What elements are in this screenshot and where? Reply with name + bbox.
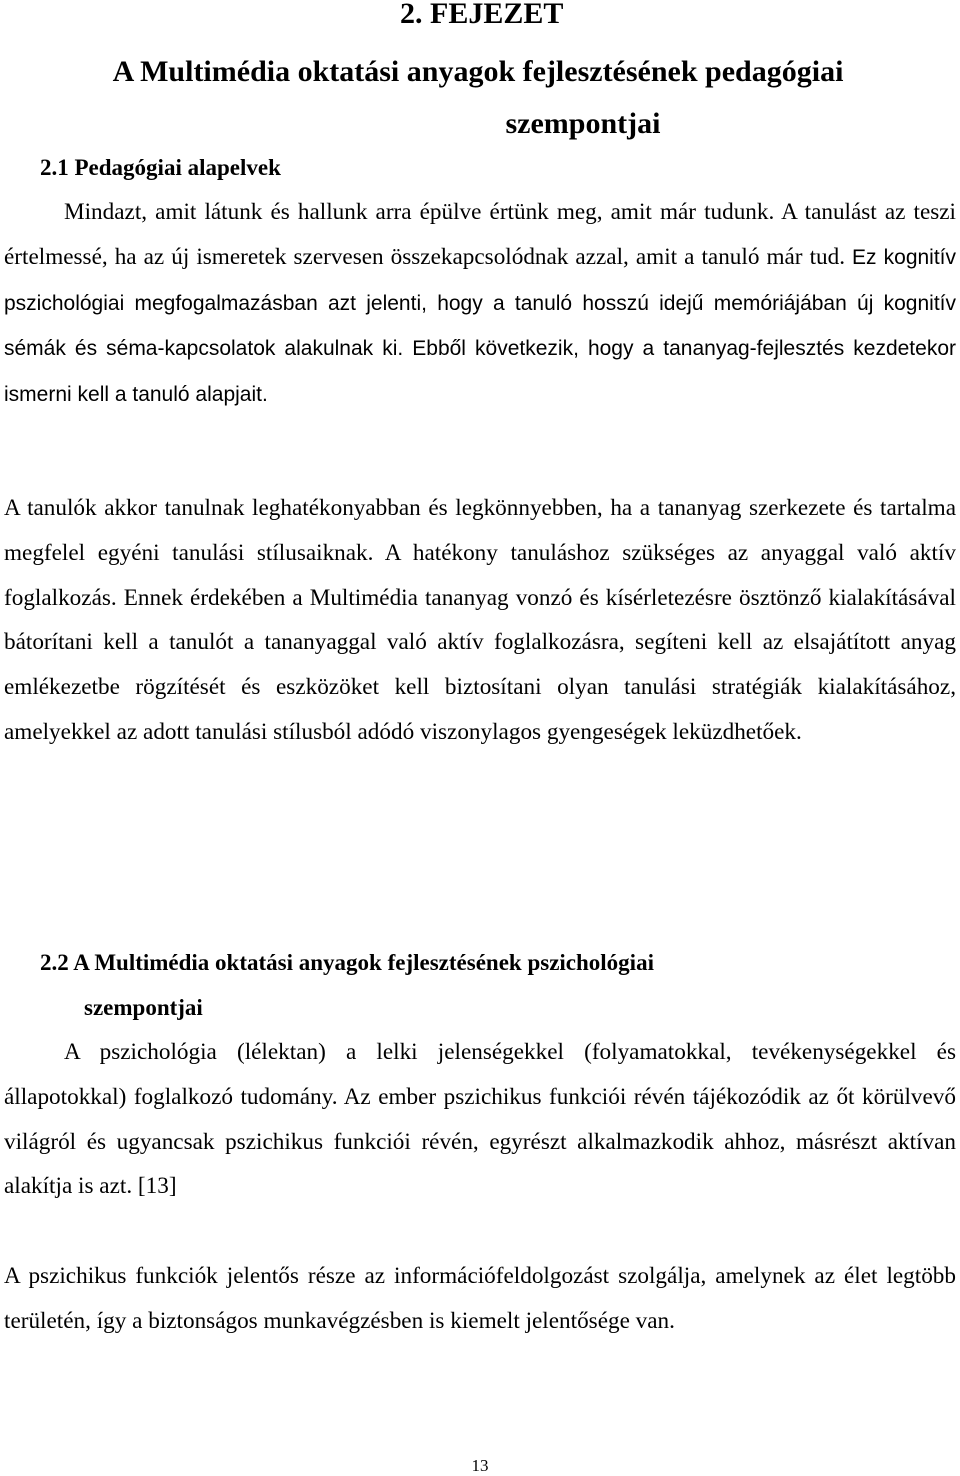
chapter-title	[0, 46, 960, 150]
paragraph-sans-part: Ez kognitív pszichológiai megfogalmazásban azt jelenti, hogy a tanuló hosszú idejű memóriájában új kognitív sémák és séma-kapcsolatok alakulnak ki. Ebből következik, hogy a tananyag-fejlesztés kezdetekor ismerni kell a tanuló alapjait.	[4, 245, 957, 407]
chapter-title-line-2: szempontjai	[505, 107, 661, 140]
section-heading-line-2: szempontjai	[84, 995, 203, 1020]
chapter-label: 2. FEJEZET	[400, 0, 564, 30]
paragraph-learning-styles: A tanulók akkor tanulnak leghatékonyabban és legkönnyebben, ha a tananyag szerkezete és tartalma megfelel egyéni tanulási stílusaiknak. A hatékony tanuláshoz szükséges az anyaggal való aktív foglalkozás. Ennek érdekében a Multimédia tananyag vonzó és kísérletezésre ösztönző kialakításával bátorítani kell a tanulót a tananyaggal való aktív foglalkozásra, segíteni kell az elsajátított anyag emlékezetbe rögzítését és eszközöket kell biztosítani olyan tanulási stratégiák kialakításához, amelyekkel az adott tanulási stílusból adódó viszonylagos gyengeségek leküzdhetőek.	[4, 495, 956, 745]
section-heading-line-1: 2.2 A Multimédia oktatási anyagok fejlesztésének pszichológiai	[40, 950, 654, 975]
paragraph-psychic-functions: A pszichikus funkciók jelentős része az információfeldolgozást szolgálja, amelynek az élet legtöbb területén, így a biztonságos munkavégzésben is kiemelt jelentősége van.	[4, 1263, 956, 1334]
section-heading-text: 2.1 Pedagógiai alapelvek	[40, 155, 281, 180]
page-number: 13	[471, 1456, 489, 1475]
section-heading-2-1	[40, 145, 281, 190]
section-heading-2-2	[40, 940, 654, 1030]
paragraph-serif-part: Mindazt, amit látunk és hallunk arra épülve értünk meg, amit már tudunk. A tanulást az teszi értelmessé, ha az új ismeretek szervesen összekapcsolódnak azzal, amit a tanuló már tud.	[4, 199, 956, 270]
chapter-title-line-1: A Multimédia oktatási anyagok fejlesztésének pedagógiai	[112, 55, 844, 88]
paragraph-pedagogical-principles	[4, 190, 956, 418]
paragraph-psychology-definition: A pszichológia (lélektan) a lelki jelenségekkel (folyamatokkal, tevékenységekkel és állapotokkal) foglalkozó tudomány. Az ember pszichikus funkciói révén tájékozódik az őt körülvevő világról és ugyancsak pszichikus funkciói révén, egyrészt alkalmazkodik ahhoz, másrészt aktívan alakítja is azt. [13]	[4, 1039, 956, 1200]
